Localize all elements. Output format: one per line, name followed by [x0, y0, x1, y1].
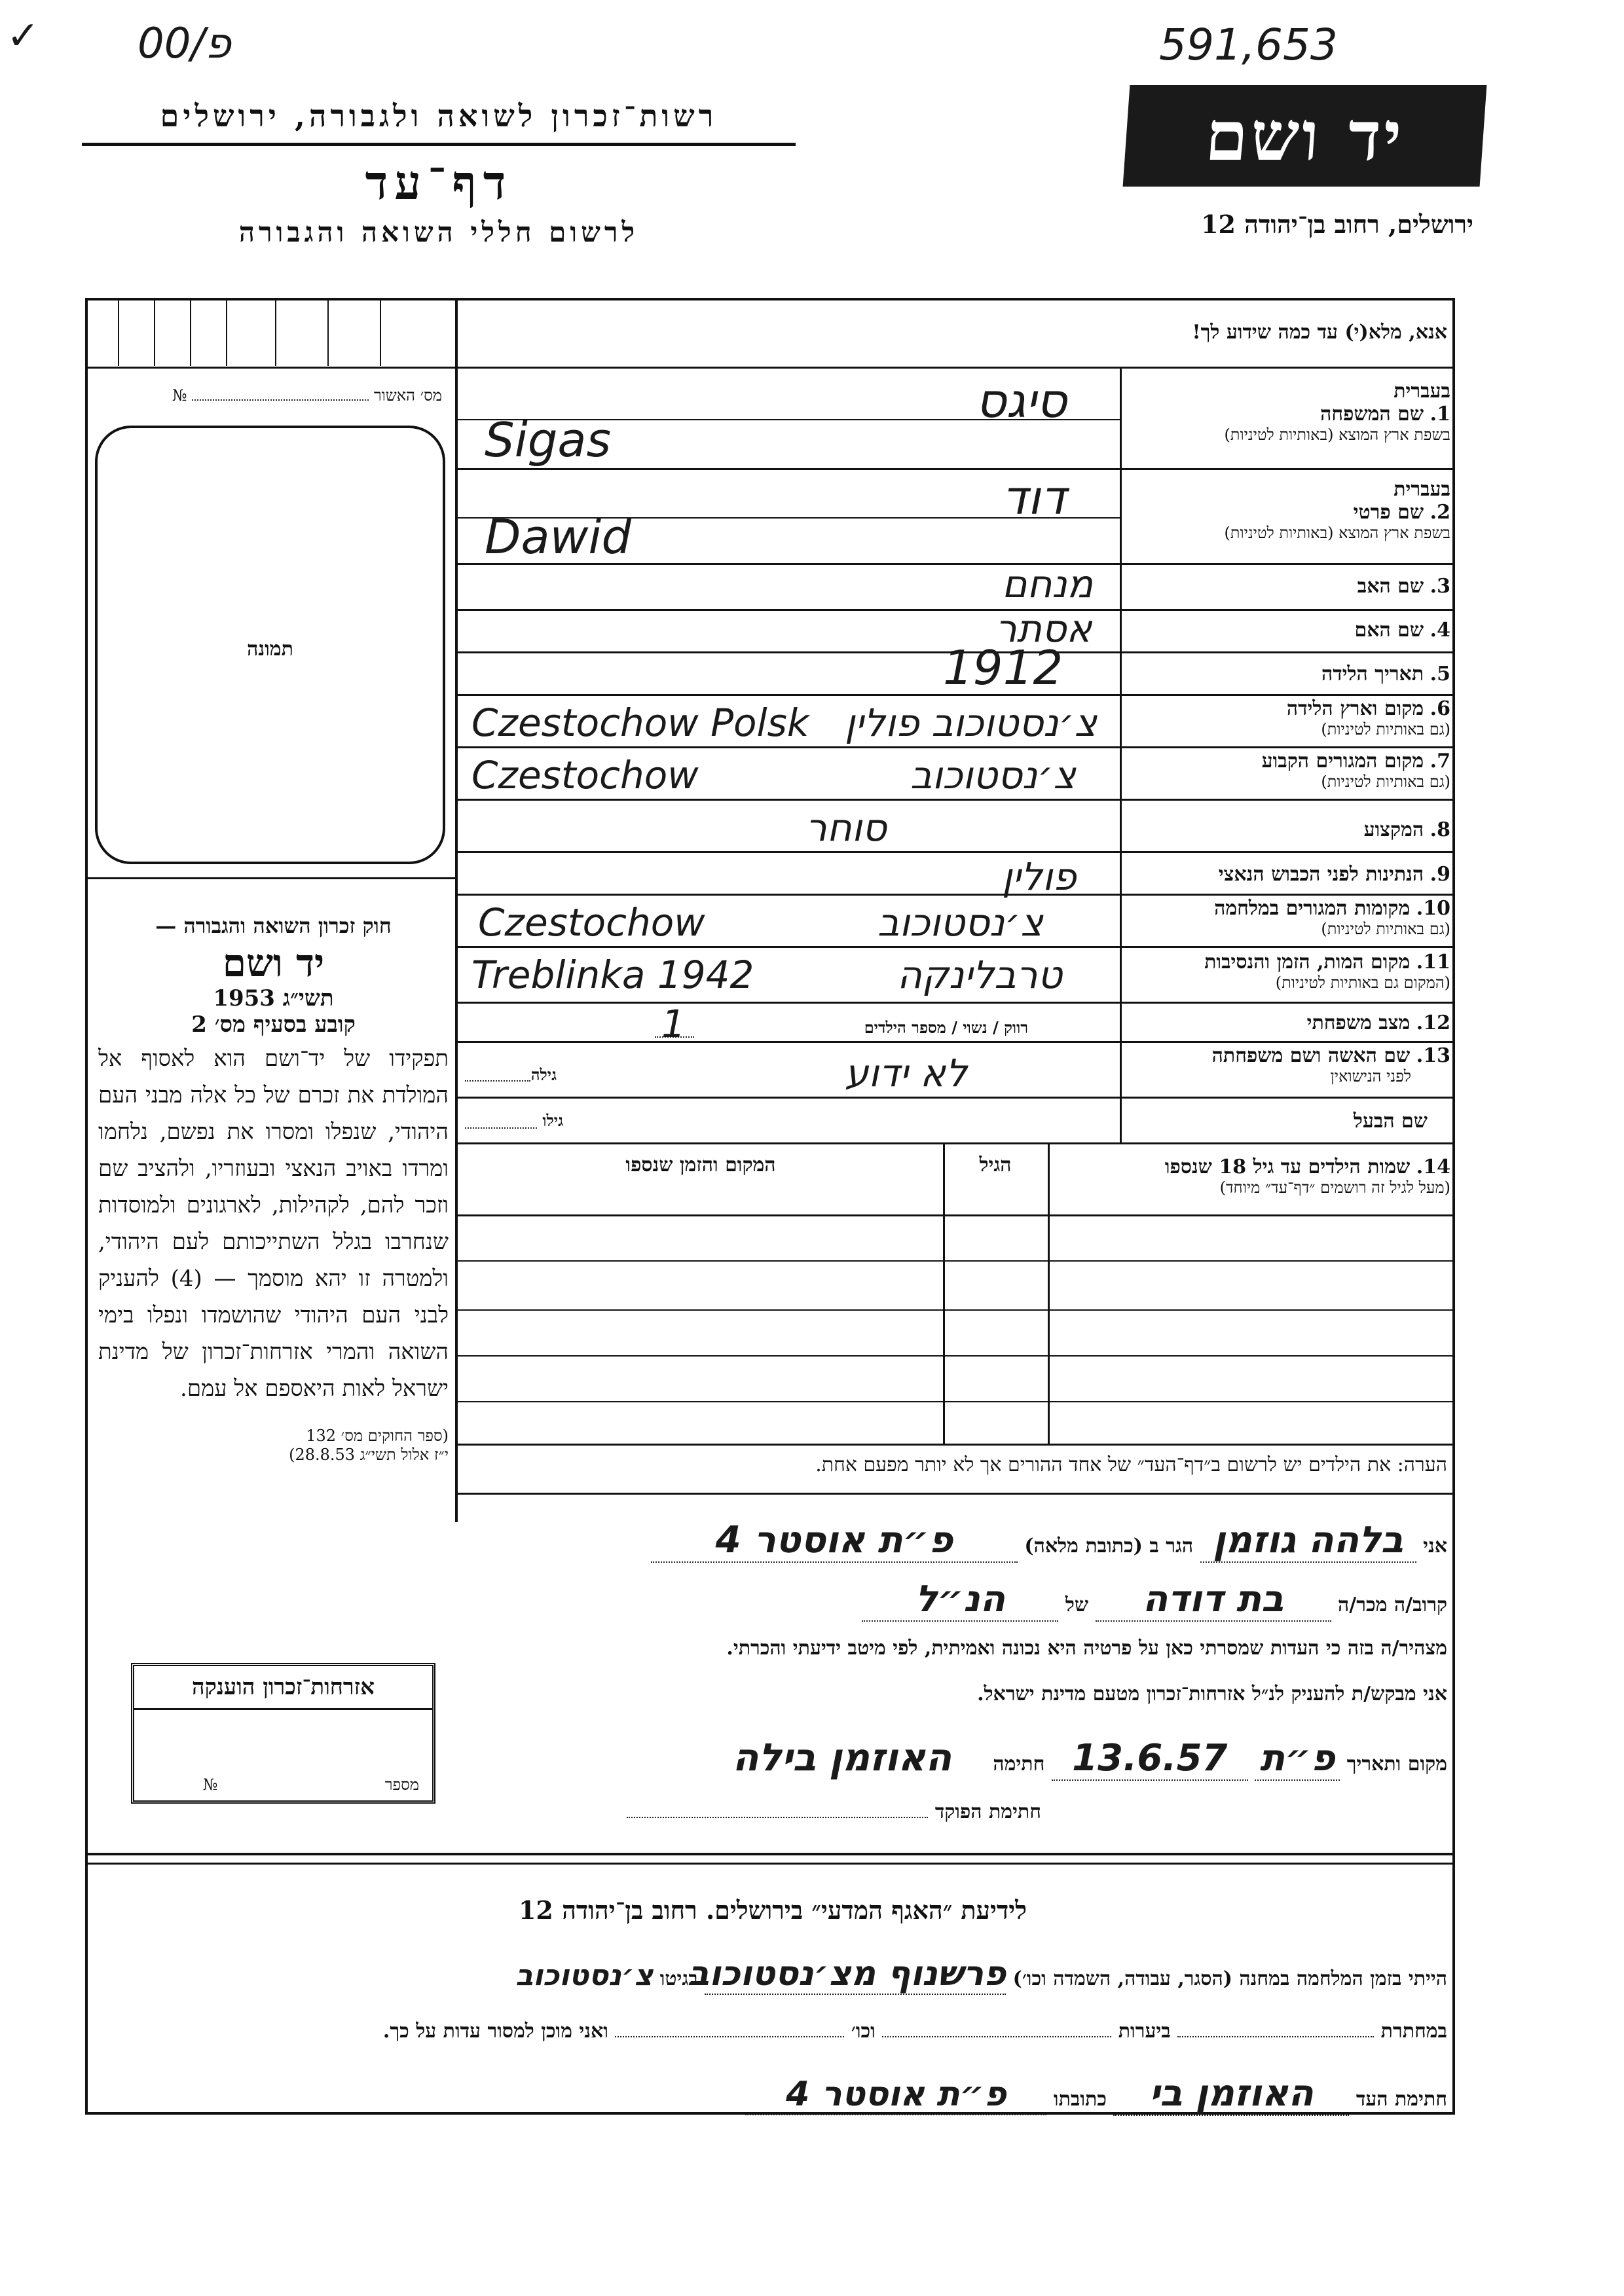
field-number: 12. [1416, 1011, 1450, 1034]
value-father: מנחם [1002, 562, 1093, 606]
forests-label: ביערות [1118, 2020, 1171, 2043]
grid-line [455, 1097, 1455, 1099]
yad-vashem-logo [1123, 85, 1487, 187]
underground-label: במחתרת [1380, 2020, 1447, 2043]
field-label: שמות הילדים עד גיל 18 שנספו [1164, 1156, 1411, 1178]
citizenship-box [131, 1663, 435, 1804]
photo-label: תמונה [247, 638, 293, 661]
footer-title: לידיעת ״האגף המדעי״ בירושלים. רחוב בן־יהודה 12 [518, 1895, 1027, 1925]
label-divider [1120, 367, 1122, 1142]
field-nationality [1126, 863, 1450, 886]
value-residence-latin: Czestochow [471, 753, 699, 797]
family-heb-tag: בעברית [1393, 380, 1450, 403]
relation-row [471, 1578, 1447, 1622]
field-number: 10. [1416, 897, 1450, 920]
law-section: קובע בסעיף מס׳ 2 [191, 1011, 356, 1038]
value-birth-place-heb: צ׳נסטוכוב פולין [845, 701, 1097, 745]
field-number: 3. [1430, 575, 1450, 598]
ready-label: ואני מוכן למסור עדות על כך. [382, 2020, 608, 2043]
field-number: 11. [1416, 951, 1450, 974]
witness-signature: האוזמן בי [1113, 2072, 1349, 2116]
declarant-row [471, 1519, 1447, 1563]
grid-line [455, 367, 1455, 369]
camp-value: פרשנוף מצ׳נסטוכוב [688, 1954, 1006, 1994]
field-sub: (גם באותיות לטיניות) [1321, 773, 1450, 791]
strip-tick [190, 301, 191, 366]
field-marital-status [1126, 1011, 1450, 1034]
citizenship-number [134, 1776, 432, 1795]
value-death-place-heb: טרבלינקה [897, 953, 1063, 997]
place-date-row [471, 1735, 1447, 1781]
grid-line [455, 1041, 1455, 1043]
field-given-name [1126, 478, 1450, 543]
value-profession: סוחר [805, 805, 887, 850]
citizenship-mark: № [202, 1776, 218, 1794]
field-number: 4. [1430, 619, 1450, 642]
field-label: הנתינות לפני הכבוש הנאצי [1218, 863, 1424, 886]
field-label: תאריך הלידה [1321, 663, 1424, 685]
given-heb-tag: בעברית [1393, 478, 1450, 501]
field-wife [1126, 1044, 1450, 1086]
form-subtitle: לרשום חללי השואה והגבורה [238, 216, 639, 248]
field-death-place [1126, 951, 1450, 993]
field-label: שם האם [1354, 619, 1424, 642]
law-name: יד ושם [222, 941, 325, 985]
col-place: המקום והזמן שנספו [625, 1154, 776, 1176]
field-profession [1126, 818, 1450, 841]
field-label: מקום המות, הזמן והנסיבות [1204, 951, 1411, 974]
field-number: 8. [1430, 818, 1450, 841]
declares-text: מצהיר/ה בזה כי העדות שמסרתי כאן על פרטיה היא נכונה ואמיתית, לפי מיטב ידיעתי והכרתי. [726, 1637, 1447, 1660]
children-col-divider [943, 1142, 945, 1444]
field-number: 1. [1430, 403, 1450, 426]
field-father [1126, 575, 1450, 598]
etc-label: וכו׳ [851, 2020, 876, 2043]
grid-line [455, 609, 1455, 611]
law-title: חוק זכרון השואה והגבורה — [155, 913, 392, 938]
field-label: שם המשפחה [1320, 403, 1424, 426]
strip-tick [327, 301, 329, 366]
fill-request: אנא, מלא(י) עד כמה שידוע לך! [1192, 321, 1447, 344]
children-note: הערה: את הילדים יש לרשום ב״דף־העד״ של אחד ההורים אך לא יותר מפעם אחת. [815, 1453, 1447, 1476]
dotted-line [465, 1127, 537, 1129]
witness-label: חתימת העד [1356, 2088, 1447, 2111]
grid-line [455, 1355, 1455, 1357]
grid-line [455, 1309, 1455, 1311]
grid-line [455, 851, 1455, 853]
field-number: 13. [1416, 1044, 1450, 1067]
field-label: מקומות המגורים במלחמה [1214, 897, 1411, 920]
officer-label: חתימת הפוקד [934, 1800, 1041, 1823]
place-value: פ״ת [1255, 1737, 1340, 1781]
declarant-name: בלהה גוזמן [1200, 1519, 1416, 1563]
underground-row [98, 2020, 1447, 2043]
grid-line [455, 1401, 1455, 1402]
declarant-address: פ״ת אוסטר 4 [651, 1519, 1018, 1563]
witness-address-label: כתובתו [1053, 2088, 1107, 2111]
approval-number [105, 386, 442, 405]
field-sub: (המקום גם באותיות לטיניות) [1275, 974, 1450, 992]
header-rule [82, 143, 796, 146]
citizenship-title: אזרחות־זכרון הוענקה [134, 1666, 432, 1710]
date-value: 13.6.57 [1052, 1737, 1248, 1781]
value-war-residence-latin: Czestochow [478, 900, 705, 945]
field-war-residence [1126, 897, 1450, 939]
grid-line [455, 1142, 1455, 1144]
strip-tick [118, 301, 119, 366]
field-label: שם האשה ושם משפחתה [1211, 1044, 1411, 1067]
col-age: הגיל [979, 1154, 1012, 1176]
grid-line [455, 468, 1455, 470]
field-number: 14. [1416, 1156, 1450, 1178]
place-date-label: מקום ותאריך [1346, 1753, 1447, 1776]
file-number: 591,653 [1159, 20, 1338, 70]
grid-line [455, 946, 1455, 948]
camp-label: הייתי בזמן המלחמה במחנה (הסגר, עבודה, השמדה וכו׳) [1012, 1967, 1447, 1990]
husband-age-label: גילו [542, 1111, 563, 1130]
grid-line [455, 1214, 1455, 1216]
field-label: המקצוע [1363, 818, 1424, 841]
grid-line [455, 894, 1455, 896]
archive-code: פ/00 [138, 20, 231, 68]
address: ירושלים, רחוב בן־יהודה 12 [1201, 210, 1473, 239]
field-children [1054, 1156, 1450, 1197]
value-family-latin: Sigas [485, 412, 612, 467]
approval-mark: № [172, 386, 187, 405]
approval-label: מס׳ האשור [373, 386, 442, 405]
sidebar-rule [85, 877, 455, 879]
signature-label: חתימה [993, 1753, 1045, 1776]
strip-tick [275, 301, 276, 366]
field-number: 2. [1430, 501, 1450, 524]
logo-text: יד ושם [1202, 96, 1407, 176]
strip-tick [380, 301, 381, 366]
dotted-line [465, 1080, 530, 1082]
law-date: י״ז אלול תשי״ג 28.8.53) [289, 1446, 449, 1464]
grid-line [455, 1493, 1455, 1495]
strip-tick [154, 301, 155, 366]
value-wife-name: לא ידוע [845, 1051, 967, 1095]
sidebar-divider [455, 298, 458, 1522]
form-title: דף־עד [365, 155, 513, 210]
law-year: תשי״ג 1953 [213, 985, 334, 1011]
marital-options: רווק / נשוי / מספר הילדים [864, 1018, 1028, 1037]
value-war-residence-heb: צ׳נסטוכוב [877, 900, 1043, 945]
field-sub: (גם באותיות לטיניות) [1321, 920, 1450, 938]
wife-age-label: גילה [530, 1065, 557, 1084]
value-birth-place-latin: Czestochow Polsk [471, 701, 809, 745]
value-birth-date: 1912 [943, 640, 1063, 695]
field-number: 9. [1430, 863, 1450, 886]
field-sub: בשפת ארץ המוצא (באותיות לטיניות) [1224, 426, 1450, 444]
field-family-name [1126, 380, 1450, 445]
value-family-heb: סיגס [976, 373, 1067, 428]
law-block [98, 913, 449, 1465]
resides-label: הגר ב (כתובת מלאה) [1024, 1535, 1194, 1558]
field-residence [1126, 750, 1450, 792]
field-sub: (מעל לגיל זה רושמים ״דף־עד״ מיוחד) [1219, 1178, 1450, 1197]
value-given-heb: דוד [1002, 470, 1067, 525]
value-nationality: פולין [1002, 854, 1077, 899]
footer-rule-2 [85, 1863, 1455, 1865]
law-source: (ספר החוקים מס׳ 132 [306, 1427, 449, 1445]
of-label: של [1065, 1594, 1089, 1616]
field-sub: (גם באותיות לטיניות) [1321, 720, 1450, 738]
field-birth-date [1126, 663, 1450, 685]
me-label: אני [1423, 1535, 1447, 1558]
ghetto-label: בגיטו [659, 1967, 698, 1990]
value-residence-heb: צ׳נסטוכוב [910, 753, 1076, 797]
value-children-count: 1 [661, 1002, 686, 1046]
field-number: 7. [1430, 750, 1450, 773]
ghetto-value: צ׳נסטוכוב [515, 1959, 654, 1992]
value-death-place-latin: Treblinka 1942 [471, 953, 754, 997]
check-mark: ✓ [7, 13, 40, 59]
field-sub: לפני הנישואין [1330, 1067, 1411, 1085]
signature-value: האוזמן בילה [732, 1735, 952, 1779]
grid-line [455, 1444, 1455, 1446]
field-label: שם פרטי [1353, 501, 1424, 524]
field-label: מקום וארץ הלידה [1286, 697, 1424, 720]
grid-line [455, 799, 1455, 801]
camp-row [98, 1954, 1447, 1995]
field-sub: בשפת ארץ המוצא (באותיות לטיניות) [1224, 524, 1450, 542]
field-husband: שם הבעל [1353, 1110, 1428, 1133]
field-number: 6. [1430, 697, 1450, 720]
officer-row [471, 1800, 1041, 1823]
footer-rule [85, 1853, 1455, 1855]
field-label: שם האב [1357, 575, 1424, 598]
citizenship-number-label: מספר [384, 1776, 419, 1794]
strip-tick [226, 301, 227, 366]
law-text: תפקידו של יד־ושם הוא לאסוף אל המולדת את זכרם של כל אלה מבני העם היהודי, שנפלו ומסרו את נפשם, נלחמו ומרדו באויב הנאצי ובעוזריו, ולהציב שם וזכר להם, לקהילות, לארגונים ולמוסדות שנחרבו בגלל השתייכותם לעם היהודי, ולמטרה זו יהא מוסמך — (4) להעניק לבני העם היהודי שהושמדו ונפלו בימי השואה והמרי אזרחות־זכרון של מדינת ישראל לאות היאספם אל עמם. [98, 1046, 449, 1402]
grid-line [455, 1260, 1455, 1262]
field-label: מצב משפחתי [1306, 1011, 1411, 1034]
value-mother: אסתר [995, 606, 1092, 651]
value-given-latin: Dawid [485, 509, 632, 564]
field-label: מקום המגורים הקבוע [1261, 750, 1424, 773]
relation-value: בת דודה [1096, 1578, 1331, 1622]
relation-of-value: הנ״ל [862, 1578, 1058, 1622]
photo-box [95, 426, 445, 864]
requests-text: אני מבקש/ת להעניק לנ״ל אזרחות־זכרון מטעם מדינת ישראל. [977, 1683, 1447, 1705]
authority-name: רשות־זכרון לשואה ולגבורה, ירושלים [160, 98, 718, 134]
field-birth-place [1126, 697, 1450, 739]
witness-row [458, 2072, 1447, 2116]
children-col-divider [1048, 1142, 1050, 1444]
field-mother [1126, 619, 1450, 642]
grid-line [455, 1002, 1455, 1004]
grid-line [455, 746, 1455, 748]
field-number: 5. [1430, 663, 1450, 685]
witness-address: פ״ת אוסטר 4 [745, 2075, 1046, 2115]
relative-label: קרוב/ה מכר/ה [1338, 1594, 1447, 1616]
